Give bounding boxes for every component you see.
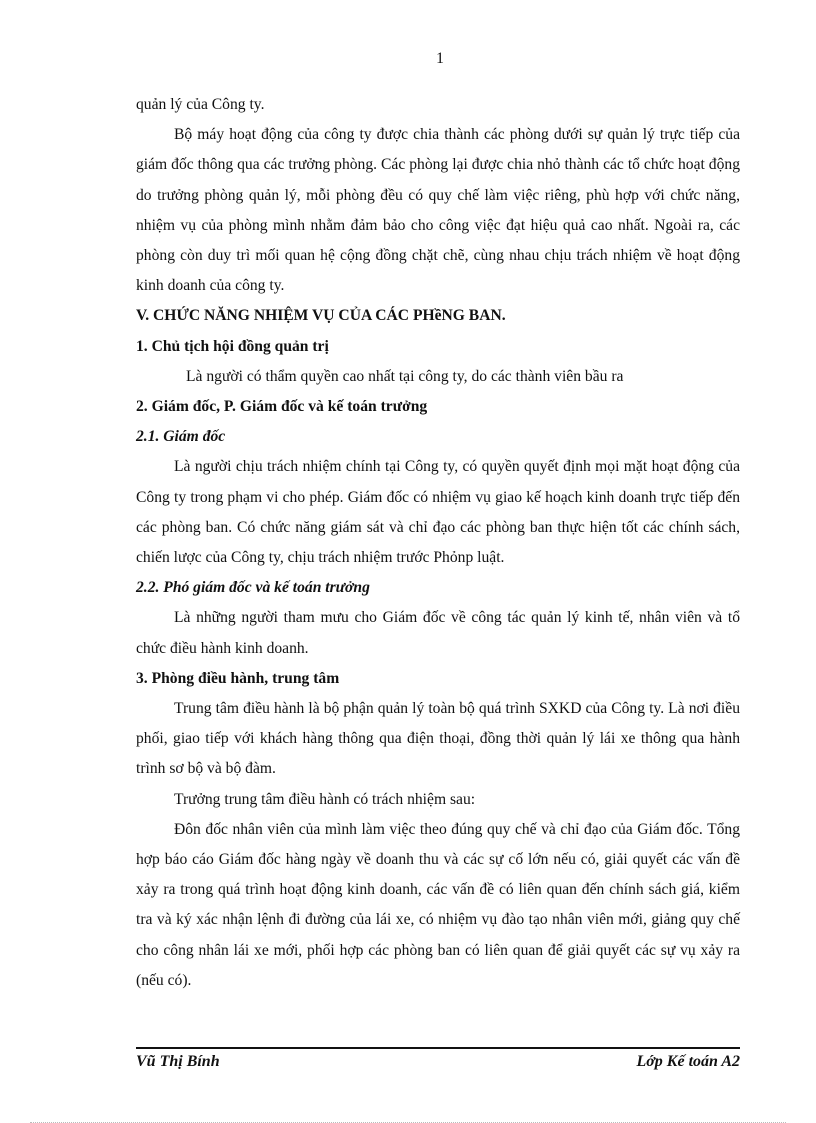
paragraph: quản lý của Công ty.: [136, 96, 265, 113]
section-heading: V. CHỨC NĂNG NHIỆM VỤ CỦA CÁC PHềNG BAN.: [136, 307, 506, 325]
footer-divider: [136, 1047, 740, 1049]
sub-subsection-heading: 2.2. Phó giám đốc và kế toán trưởng: [136, 579, 370, 597]
paragraph: Bộ máy hoạt động của công ty được chia thành các phòng dưới sự quản lý trực tiếp của giám đốc thông qua các trưởng phòng. Các phòng lại được chia nhỏ thành các tổ chức hoạt động do trưởng phòng quản lý, mỗi phòng đều có quy chế làm việc riêng, phù hợp với chức năng, nhiệm vụ của phòng mình nhằm đảm bảo cho công việc đạt hiệu quả cao nhất. Ngoài ra, các phòng còn duy trì mối quan hệ cộng đồng chặt chẽ, cùng nhau chịu trách nhiệm về hoạt động kinh doanh của công ty.: [136, 126, 740, 295]
page-number: 1: [436, 50, 444, 67]
paragraph: Là người chịu trách nhiệm chính tại Công ty, có quyền quyết định mọi mặt hoạt động của Công ty trong phạm vi cho phép. Giám đốc có nhiệm vụ giao kế hoạch kinh doanh trực tiếp đến các phòng ban. Có chức năng giám sát và chỉ đạo các phòng ban thực hiện tốt các chính sách, chiến lược của Công ty, chịu trách nhiệm trước Phỏnp luật.: [136, 458, 740, 567]
paragraph: Là những người tham mưu cho Giám đốc về công tác quản lý kinh tế, nhân viên và tổ chức điều hành kinh doanh.: [136, 609, 740, 657]
subsection-heading: 1. Chủ tịch hội đồng quản trị: [136, 337, 329, 355]
paragraph: Trung tâm điều hành là bộ phận quản lý toàn bộ quá trình SXKD của Công ty. Là nơi điều phối, giao tiếp với khách hàng thông qua điện thoại, đồng thời quản lý lái xe thông qua hành trình sơ bộ và bộ đàm.: [136, 700, 740, 778]
subsection-heading: 2. Giám đốc, P. Giám đốc và kế toán trưởng: [136, 398, 428, 416]
footer-class: Lớp Kế toán A2: [636, 1053, 740, 1070]
subsection-heading: 3. Phòng điều hành, trung tâm: [136, 669, 340, 687]
footer-author: Vũ Thị Bính: [136, 1053, 220, 1070]
paragraph: Trưởng trung tâm điều hành có trách nhiệm sau:: [174, 790, 476, 808]
paragraph: Là người có thẩm quyền cao nhất tại công ty, do các thành viên bầu ra: [186, 367, 624, 385]
document-body: [136, 90, 740, 996]
paragraph: Đôn đốc nhân viên của mình làm việc theo đúng quy chế và chỉ đạo của Giám đốc. Tổng hợp báo cáo Giám đốc hàng ngày về doanh thu và các sự cố lớn nếu có, giải quyết các vấn đề xảy ra trong quá trình hoạt động kinh doanh, các vấn đề có liên quan đến chính sách giá, kiểm tra và ký xác nhận lệnh đi đường của lái xe, có nhiệm vụ đào tạo nhân viên mới, giảng quy chế cho công nhân lái xe mới, phối hợp các phòng ban có liên quan để giải quyết các sự vụ xảy ra (nếu có).: [136, 820, 740, 989]
sub-subsection-heading: 2.1. Giám đốc: [136, 428, 226, 446]
